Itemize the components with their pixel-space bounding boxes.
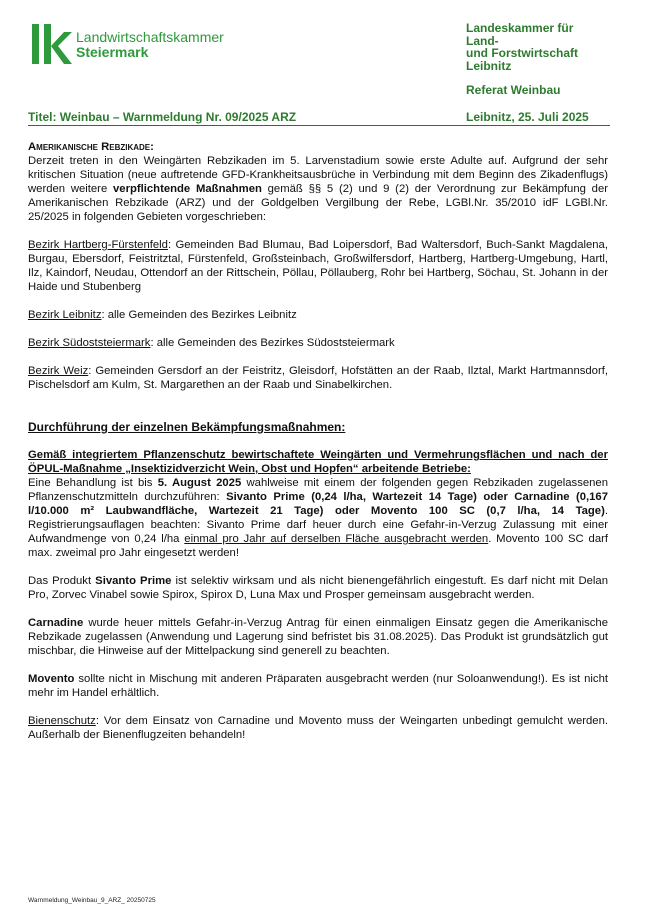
measures-text (28, 476, 608, 560)
district-text: : Gemeinden Bad Blumau, Bad Loipersdorf, Bad Waltersdorf, Buch-Sankt Magdalena, Burgau, Ebersdorf, Feistritztal, Fürstenfeld, Großsteinbach, Großwilfersdorf, Hartberg, Hartberg-Umgebung, Hartl, Ilz, Kaindorf, Neudau, Ottendorf an der Rittschein, Pöllau, Pöllauberg, Rohr bei Hartberg, Söchau, St. Johann in der Haide und Stubenberg (28, 239, 608, 293)
district-name: Bezirk Hartberg-Fürstenfeld (28, 239, 168, 251)
carnadine-paragraph (28, 616, 608, 658)
sivanto-text: ist selektiv wirksam und als nicht bienengefährlich eingestuft. Es darf nicht mit Delan Pro, Zorvec Vinabel sowie Spirox, Spirox D, Luna Max und Prosper gemeinsam ausgebracht werden. (28, 575, 608, 601)
footer-filename: Warnmeldung_Weinbau_9_ARZ_ 20250725 (28, 897, 156, 904)
intro-bold: verpflichtende Maßnahmen (113, 183, 262, 195)
title-bar (28, 110, 610, 126)
measures-subtitle: Gemäß integriertem Pflanzenschutz bewirtschaftete Weingärten und Vermehrungsflächen und nach der ÖPUL-Maßnahme „Insektizidverzicht Wein, Obst und Hopfen“ arbeitende Betriebe: (28, 449, 608, 475)
deadline: 5. August 2025 (157, 477, 242, 489)
org-line: Leibnitz (466, 58, 512, 73)
movento-text: sollte nicht in Mischung mit anderen Präparaten ausgebracht werden (nur Soloanwendung!). Es ist nicht mehr im Handel erhältlich. (28, 673, 608, 699)
measures-text-part: . Registrierungsauflagen beachten: Sivanto Prime darf heuer durch eine Gefahr-in-Verzug Zulassung mit einer Aufwandmenge von 0,24 l/ha (28, 505, 608, 545)
organization-block (466, 22, 631, 97)
section-heading: Amerikanische Rebzikade: (28, 141, 154, 153)
district-text: : alle Gemeinden des Bezirkes Südoststeiermark (150, 337, 395, 349)
org-line: Landeskammer für (466, 21, 574, 35)
measures-text-part: Eine Behandlung ist bis (28, 477, 158, 489)
document-body (28, 140, 608, 756)
intro-paragraph (28, 154, 608, 224)
district-text: : Gemeinden Gersdorf an der Feistritz, Gleisdorf, Hofstätten an der Raab, Ilztal, Markt Hartmannsdorf, Pischelsdorf am Kulm, St. Margarethen an der Raab und Sinabelkirchen. (28, 365, 608, 391)
bee-protection-label: Bienenschutz (28, 715, 96, 727)
district-paragraph (28, 364, 608, 392)
district-name: Bezirk Leibnitz (28, 309, 102, 321)
bee-protection-paragraph (28, 714, 608, 742)
carnadine-text: wurde heuer mittels Gefahr-in-Verzug Antrag für einen einmaligen Einsatz gegen die Amerikanische Rebzikade zugelassen (Anwendung und Lagerung sind befristet bis 31.08.2025). Das Produkt ist grundsätzlich gut mischbar, die Hinweise auf der Mittelpackung sind generell zu beachten. (28, 617, 608, 657)
measures-title: Durchführung der einzelnen Bekämpfungsmaßnahmen: (28, 420, 346, 434)
document-title: Titel: Weinbau – Warnmeldung Nr. 09/2025 ARZ (28, 110, 297, 124)
products-list: Sivanto Prime (0,24 l/ha, Wartezeit 14 Tage) oder Carnadine (0,167 l/10.000 m² Laubwandfläche, Wartezeit 21 Tage) oder Movento 100 SC (0,7 l/ha, 14 Tage) (28, 491, 608, 517)
chamber-logo (30, 22, 260, 72)
measures-paragraph (28, 448, 608, 476)
district-text: : alle Gemeinden des Bezirkes Leibnitz (101, 309, 297, 321)
district-name: Bezirk Südoststeiermark (28, 337, 151, 349)
sivanto-product: Sivanto Prime (95, 575, 172, 587)
carnadine-product: Carnadine (28, 617, 84, 629)
intro-text: Derzeit treten in den Weingärten Rebzikaden im 5. Larvenstadium sowie erste Adulte auf. Aufgrund der sehr kritischen Situation (neue auftretende GFD-Krankheitsausbrüche in Verbindung mit dem Beginn des Zikadenflugs) werden weitere (28, 155, 608, 195)
department: Referat Weinbau (466, 83, 561, 98)
lk-logo-icon (30, 22, 74, 66)
measures-text-part: . Movento 100 SC darf max. zweimal pro Jahr eingesetzt werden! (28, 533, 609, 559)
district-paragraph (28, 308, 608, 322)
district-paragraph (28, 238, 608, 294)
logo-line-1: Landwirtschaftskammer (76, 29, 224, 45)
sivanto-text: Das Produkt (28, 575, 96, 587)
measures-text-part: wahlweise mit einem der folgenden gegen Rebzikaden zugelassenen Pflanzenschutzmitteln durchzuführen: (28, 477, 608, 503)
sivanto-paragraph (28, 574, 608, 602)
logo-line-2: Steiermark (76, 44, 149, 60)
document-date: Leibnitz, 25. Juli 2025 (466, 110, 589, 124)
movento-product: Movento (28, 673, 75, 685)
district-name: Bezirk Weiz (28, 365, 89, 377)
usage-limit: einmal pro Jahr auf derselben Fläche ausgebracht werden (184, 533, 489, 545)
org-line: und Forstwirtschaft (466, 46, 579, 61)
bee-protection-text: : Vor dem Einsatz von Carnadine und Movento muss der Weingarten unbedingt gemulcht werden. Außerhalb der Bienenflugzeiten behandeln! (28, 715, 608, 741)
district-paragraph (28, 336, 608, 350)
intro-text: gemäß §§ 5 (2) und 9 (2) der Verordnung zur Bekämpfung der Amerikanischen Rebzikade (ARZ) und der Goldgelben Vergilbung der Rebe, LGBl.Nr. 35/2010 idF LGBl.Nr. 25/2025 in folgenden Gebieten vorgeschrieben: (28, 183, 608, 223)
org-line: Land- (466, 33, 499, 48)
movento-paragraph (28, 672, 608, 700)
